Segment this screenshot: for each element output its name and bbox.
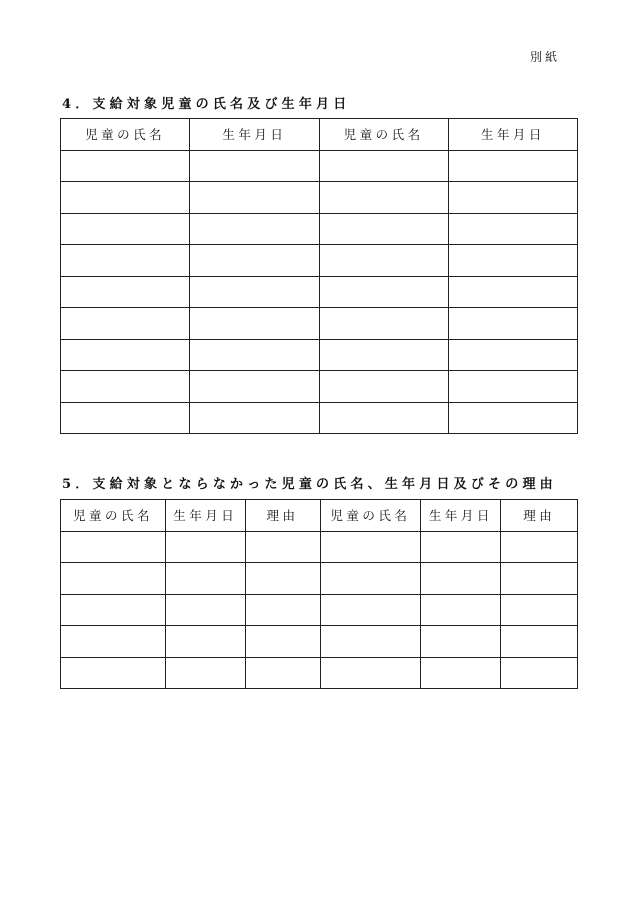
table-header-row xyxy=(61,500,578,532)
entry-cell[interactable] xyxy=(61,213,190,245)
entry-cell[interactable] xyxy=(61,308,190,340)
entry-cell[interactable] xyxy=(61,150,190,182)
children-name-birthdate-table xyxy=(60,118,578,434)
entry-cell[interactable] xyxy=(501,626,578,658)
entry-cell[interactable] xyxy=(190,276,319,308)
entry-cell[interactable] xyxy=(165,657,245,689)
header-birthdate: 生年月日 xyxy=(421,500,501,532)
entry-cell[interactable] xyxy=(421,657,501,689)
header-reason: 理由 xyxy=(501,500,578,532)
entry-cell[interactable] xyxy=(448,245,577,277)
entry-cell[interactable] xyxy=(245,563,320,595)
entry-cell[interactable] xyxy=(448,371,577,403)
entry-cell[interactable] xyxy=(190,245,319,277)
attachment-label: 別紙 xyxy=(529,50,560,64)
entry-cell[interactable] xyxy=(319,213,448,245)
header-child-name: 児童の氏名 xyxy=(61,119,190,151)
entry-cell[interactable] xyxy=(61,531,166,563)
table-row xyxy=(61,531,578,563)
entry-cell[interactable] xyxy=(448,150,577,182)
entry-cell[interactable] xyxy=(319,245,448,277)
entry-cell[interactable] xyxy=(61,594,166,626)
entry-cell[interactable] xyxy=(501,657,578,689)
entry-cell[interactable] xyxy=(61,402,190,434)
entry-cell[interactable] xyxy=(61,371,190,403)
entry-cell[interactable] xyxy=(190,371,319,403)
entry-cell[interactable] xyxy=(165,594,245,626)
entry-cell[interactable] xyxy=(190,308,319,340)
entry-cell[interactable] xyxy=(61,657,166,689)
entry-cell[interactable] xyxy=(320,531,421,563)
table-row xyxy=(61,339,578,371)
entry-cell[interactable] xyxy=(319,150,448,182)
entry-cell[interactable] xyxy=(319,371,448,403)
table-row xyxy=(61,657,578,689)
entry-cell[interactable] xyxy=(448,182,577,214)
entry-cell[interactable] xyxy=(190,213,319,245)
entry-cell[interactable] xyxy=(61,563,166,595)
entry-cell[interactable] xyxy=(190,339,319,371)
table-row xyxy=(61,308,578,340)
header-birthdate: 生年月日 xyxy=(448,119,577,151)
ineligible-children-table xyxy=(60,499,578,689)
section-5-heading: 5．支給対象とならなかった児童の氏名、生年月日及びその理由 xyxy=(62,477,557,492)
entry-cell[interactable] xyxy=(61,339,190,371)
entry-cell[interactable] xyxy=(190,402,319,434)
entry-cell[interactable] xyxy=(61,276,190,308)
entry-cell[interactable] xyxy=(320,657,421,689)
entry-cell[interactable] xyxy=(61,182,190,214)
entry-cell[interactable] xyxy=(245,657,320,689)
table-row xyxy=(61,150,578,182)
entry-cell[interactable] xyxy=(245,594,320,626)
entry-cell[interactable] xyxy=(320,626,421,658)
entry-cell[interactable] xyxy=(245,626,320,658)
table-body xyxy=(61,531,578,689)
table-row xyxy=(61,371,578,403)
entry-cell[interactable] xyxy=(319,308,448,340)
entry-cell[interactable] xyxy=(190,150,319,182)
table-header-row xyxy=(61,119,578,151)
entry-cell[interactable] xyxy=(448,276,577,308)
entry-cell[interactable] xyxy=(61,245,190,277)
entry-cell[interactable] xyxy=(501,594,578,626)
table-body xyxy=(61,150,578,434)
entry-cell[interactable] xyxy=(245,531,320,563)
entry-cell[interactable] xyxy=(165,626,245,658)
entry-cell[interactable] xyxy=(448,308,577,340)
entry-cell[interactable] xyxy=(448,213,577,245)
table-row xyxy=(61,182,578,214)
entry-cell[interactable] xyxy=(319,182,448,214)
header-reason: 理由 xyxy=(245,500,320,532)
entry-cell[interactable] xyxy=(501,531,578,563)
table-row xyxy=(61,402,578,434)
entry-cell[interactable] xyxy=(320,563,421,595)
entry-cell[interactable] xyxy=(319,402,448,434)
entry-cell[interactable] xyxy=(61,626,166,658)
entry-cell[interactable] xyxy=(190,182,319,214)
table-row xyxy=(61,626,578,658)
entry-cell[interactable] xyxy=(501,563,578,595)
table-row xyxy=(61,276,578,308)
entry-cell[interactable] xyxy=(320,594,421,626)
entry-cell[interactable] xyxy=(421,531,501,563)
table-row xyxy=(61,594,578,626)
entry-cell[interactable] xyxy=(319,339,448,371)
table-row xyxy=(61,213,578,245)
entry-cell[interactable] xyxy=(448,402,577,434)
header-child-name: 児童の氏名 xyxy=(320,500,421,532)
entry-cell[interactable] xyxy=(319,276,448,308)
entry-cell[interactable] xyxy=(421,626,501,658)
header-birthdate: 生年月日 xyxy=(165,500,245,532)
table-row xyxy=(61,245,578,277)
header-child-name: 児童の氏名 xyxy=(319,119,448,151)
entry-cell[interactable] xyxy=(448,339,577,371)
entry-cell[interactable] xyxy=(421,594,501,626)
entry-cell[interactable] xyxy=(421,563,501,595)
table-row xyxy=(61,563,578,595)
header-birthdate: 生年月日 xyxy=(190,119,319,151)
entry-cell[interactable] xyxy=(165,531,245,563)
header-child-name: 児童の氏名 xyxy=(61,500,166,532)
section-4-heading: 4．支給対象児童の氏名及び生年月日 xyxy=(62,97,351,112)
entry-cell[interactable] xyxy=(165,563,245,595)
